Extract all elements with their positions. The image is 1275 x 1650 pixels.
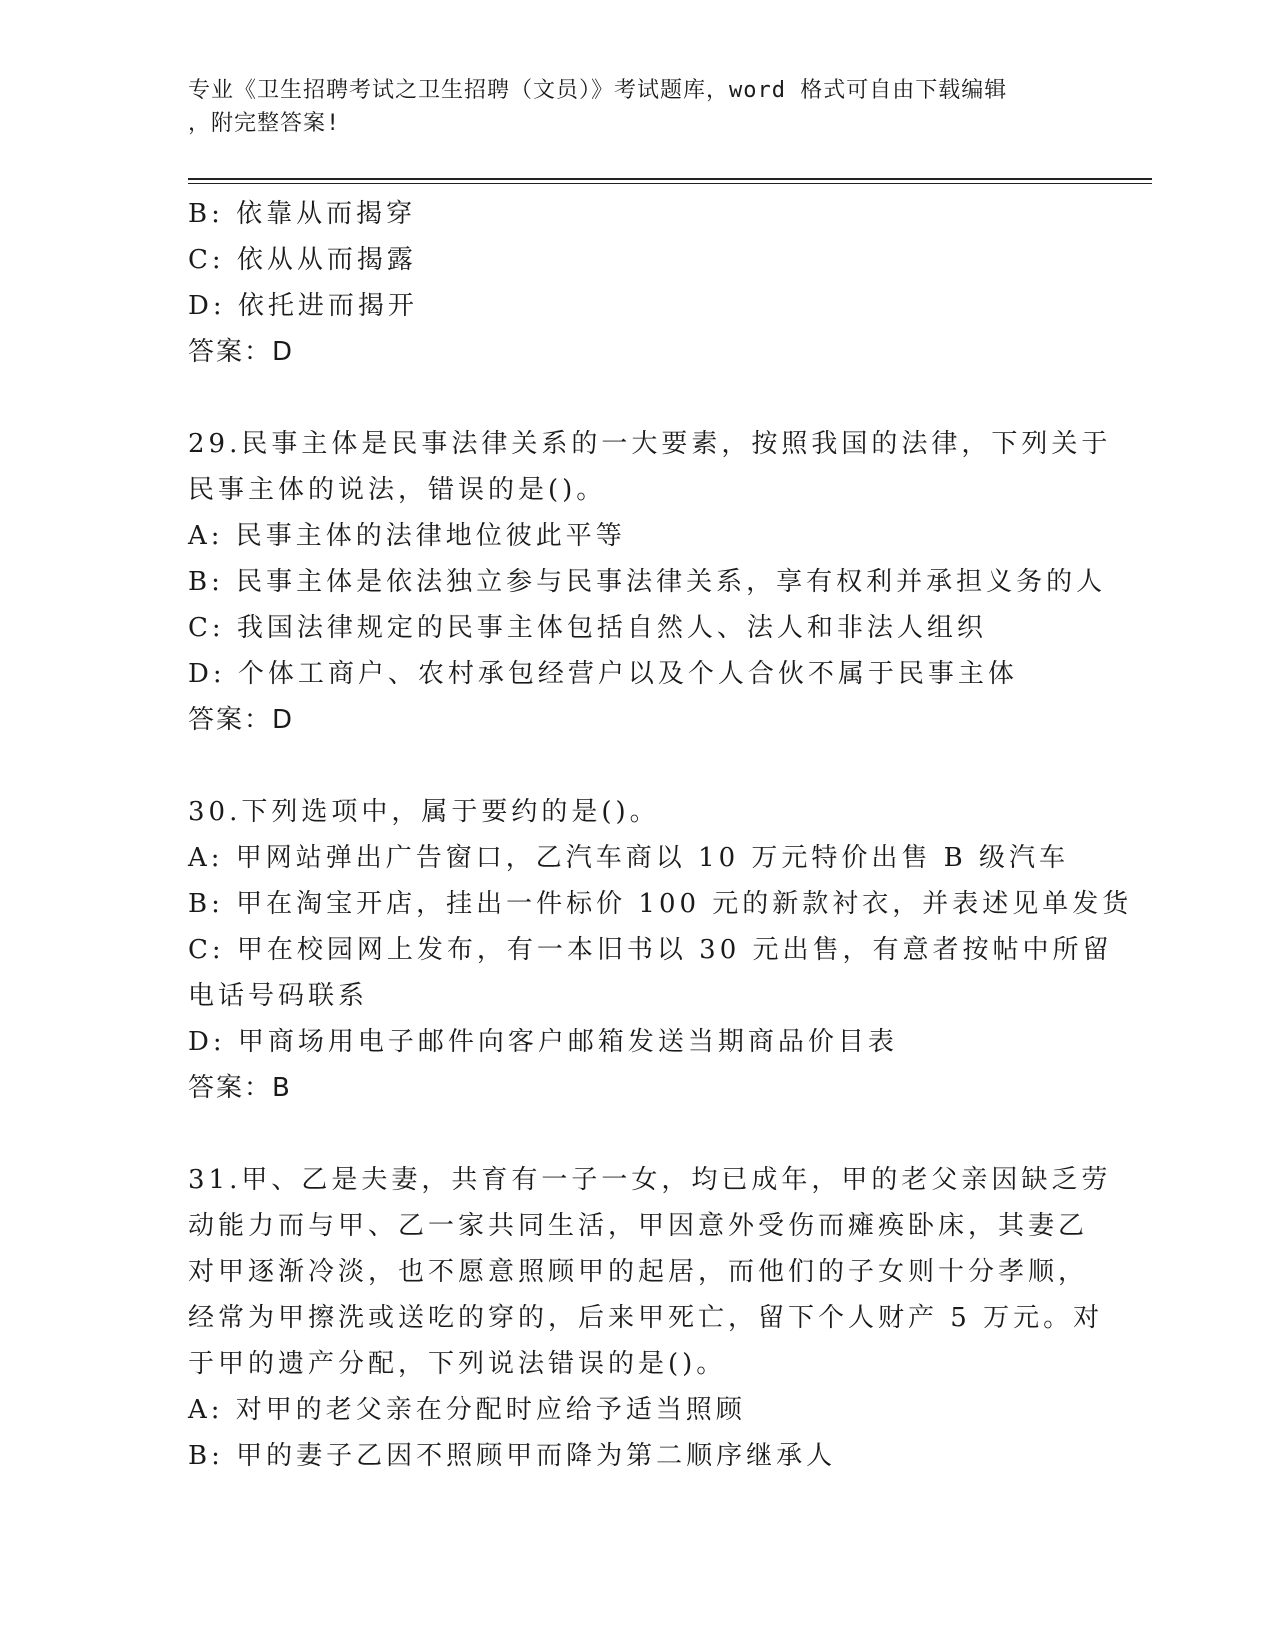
option-a: A: 甲网站弹出广告窗口，乙汽车商以 10 万元特价出售 B 级汽车 (188, 843, 1070, 873)
option-c: C: 依从从而揭露 (188, 245, 417, 275)
question-stem: 民事主体的说法，错误的是()。 (188, 475, 607, 505)
question-block-29 (188, 421, 1112, 743)
option-a: A: 对甲的老父亲在分配时应给予适当照顾 (188, 1395, 746, 1425)
question-stem: 29.民事主体是民事法律关系的一大要素，按照我国的法律，下列关于 (188, 429, 1112, 459)
header-line-2: ，附完整答案! (188, 111, 341, 136)
option-b: B: 民事主体是依法独立参与民事法律关系，享有权利并承担义务的人 (188, 567, 1107, 597)
question-stem: 于甲的遗产分配，下列说法错误的是()。 (188, 1349, 727, 1379)
header-line-1: 专业《卫生招聘考试之卫生招聘（文员）》考试题库，word 格式可自由下载编辑 (188, 78, 1008, 103)
header-rule-thin (188, 183, 1152, 184)
document-header (188, 74, 1068, 140)
option-b: B: 甲的妻子乙因不照顾甲而降为第二顺序继承人 (188, 1441, 837, 1471)
option-b: B: 依靠从而揭穿 (188, 199, 417, 229)
option-c-continued: 电话号码联系 (188, 981, 369, 1011)
question-block-30 (188, 789, 1133, 1111)
answer-line: 答案：D (188, 337, 295, 367)
option-c: C: 我国法律规定的民事主体包括自然人、法人和非法人组织 (188, 613, 987, 643)
answer-line: 答案：B (188, 1073, 292, 1103)
question-stem: 30.下列选项中，属于要约的是()。 (188, 797, 660, 827)
option-b: B: 甲在淘宝开店，挂出一件标价 100 元的新款衬衣，并表述见单发货 (188, 889, 1133, 919)
option-d: D: 个体工商户、农村承包经营户以及个人合伙不属于民事主体 (188, 659, 1018, 689)
option-c: C: 甲在校园网上发布，有一本旧书以 30 元出售，有意者按帖中所留 (188, 935, 1113, 965)
question-stem: 对甲逐渐冷淡，也不愿意照顾甲的起居，而他们的子女则十分孝顺， (188, 1257, 1089, 1287)
question-block-31 (188, 1157, 1112, 1479)
question-block-28 (188, 191, 1088, 375)
header-rule-thick (188, 178, 1152, 180)
option-d: D: 甲商场用电子邮件向客户邮箱发送当期商品价目表 (188, 1027, 898, 1057)
option-a: A: 民事主体的法律地位彼此平等 (188, 521, 626, 551)
option-d: D: 依托进而揭开 (188, 291, 418, 321)
question-list (188, 191, 1133, 1479)
question-stem: 动能力而与甲、乙一家共同生活，甲因意外受伤而瘫痪卧床，其妻乙 (188, 1211, 1089, 1241)
question-stem: 经常为甲擦洗或送吃的穿的，后来甲死亡，留下个人财产 5 万元。对 (188, 1303, 1104, 1333)
answer-line: 答案：D (188, 705, 295, 735)
question-stem: 31.甲、乙是夫妻，共育有一子一女，均已成年，甲的老父亲因缺乏劳 (188, 1165, 1112, 1195)
